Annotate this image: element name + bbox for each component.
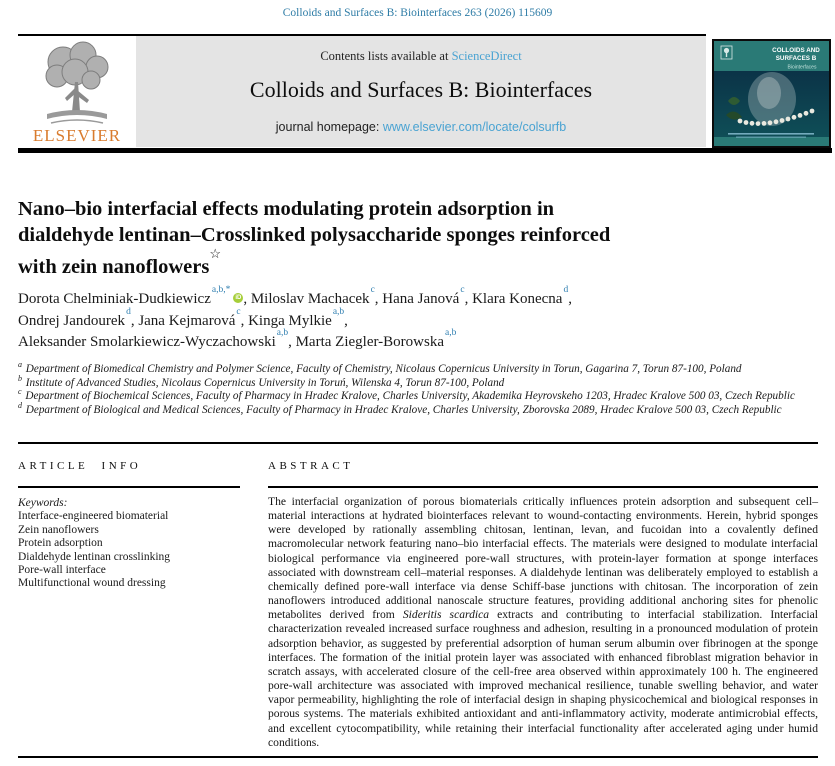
author-name[interactable]: Marta Ziegler-Borowska$^{a,b}$ xyxy=(295,328,457,350)
section-divider-rule xyxy=(18,442,818,444)
author-name[interactable]: Hana Janová$^c$ xyxy=(382,285,465,307)
author-affiliation-sup: c xyxy=(236,306,241,317)
keywords-label: Keywords: xyxy=(18,497,68,509)
author-name[interactable]: Ondrej Jandourek$^d$ xyxy=(18,306,131,329)
keyword: Multifunctional wound dressing xyxy=(18,577,166,590)
article-title xyxy=(18,197,733,280)
cover-title-line1: COLLOIDS AND xyxy=(772,47,820,54)
contents-text: Contents lists available at xyxy=(320,49,449,63)
orcid-icon[interactable]: iD xyxy=(235,295,242,301)
abstract-heading: ABSTRACT xyxy=(268,460,354,472)
journal-cover-thumbnail[interactable] xyxy=(712,39,831,148)
keyword: Interface-engineered biomaterial xyxy=(18,510,169,523)
abstract-p1: The interfacial organization of porous biomaterials critically influences protein adsorption and subsequent cell–material interactions at hydrated biointerfaces relevant to wound-contacting environments. Herein, hybrid sponges were developed by rationally assembling chitosan, lentinan, levan, and fucoidan into a covalently defined macromolecular network featuring nano–bio interfacial effects. The materials were designed to modulate interfacial biological performance via engineered pore-wall structures, with protein-layer formation at sponge interfaces associated with downstream cell–material responses. A dialdehyde lentinan was deliberately employed to establish a chemically defined pore-wall interface via dense Schiff-base junctions with chitosan. The incorporation of zein nanoflowers introduced additional nanoscale structure features, providing additional anchoring sites for phenolic metabolites derived from xyxy=(268,495,818,622)
abstract-p2: extracts and contributing to interfacial stabilization. Interfacial characterization revealed increased surface roughness and adhesion, resulting in a pronounced modulation of protein adsorption behavior, as suggested by preferential adsorption of human serum albumin over fibrinogen at the sponge interfaces. The formation of the initial protein layer was associated with enhanced fibroblast migration behavior in scratch assays, with accelerated closure of the cell-free area observed within approximately 100 h. The engineered pore-wall architecture was associated with improved mechanical resilience, tunable swelling behavior, and water vapor permeability, highlighting the role of interfacial design in shaping physicochemical and biological responses in porous systems. The materials exhibited antioxidant and anti-inflammatory activity, moderate antimicrobial effects, and excellent cytocompatibility, while retaining their interfacial functionality after accelerated aging under humid conditions. xyxy=(268,608,818,749)
author-affiliation-sup: a,b xyxy=(445,328,457,338)
title-footnote-star[interactable]: ☆ xyxy=(209,246,221,261)
author-affiliation-sup: a,b,* xyxy=(211,285,231,295)
elsevier-logo[interactable] xyxy=(18,36,136,147)
keyword: Dialdehyde lentinan crosslinking xyxy=(18,550,171,563)
article-title-text: Nano–bio interfacial effects modulating protein adsorption in dialdehyde lentinan–Crosslinked polysaccharide sponges reinforced with zein nanoflowers xyxy=(18,198,611,278)
journal-banner xyxy=(136,36,706,147)
contents-line xyxy=(136,36,706,64)
affiliation: $^d$ Department of Biological and Medical Sciences, Faculty of Pharmacy in Hradec Kralove, Charles University, Zborovska 2089, Hradec Kralove 500 03, Czech Republic xyxy=(18,400,782,416)
keywords-block xyxy=(18,497,256,591)
article-info-rule xyxy=(18,486,240,488)
author-name[interactable]: Klara Konecna$^d$ xyxy=(472,285,569,307)
affiliation: $^a$ Department of Biomedical Chemistry and Polymer Science, Faculty of Chemistry, Nicolaus Copernicus University in Torun, Gagarina 7, Torun 87-100, Poland xyxy=(18,360,742,375)
author-list: Dorota Chelminiak-Dudkiewicz$^{a,b,*}$iD , Miloslav Machacek$^c$, Hana Janová$^c$, Klara Konecna$^d$, Ondrej Jandourek$^d$, Jana Kejmarová$^c$, Kinga Mylkie$^{a,b}$, Aleksander Smolarkiewicz-Wyczachowski$^{a,b}$, Marta Ziegler-Borowska$^{a,b}$ xyxy=(18,285,572,350)
keyword: Zein nanoflowers xyxy=(18,523,99,536)
affiliation: $^c$ Department of Biochemical Sciences, Faculty of Pharmacy in Hradec Kralove, Charles University, Akademika Heyrovskeho 1203, Hradec Kralove 500 03, Czech Republic xyxy=(18,387,795,402)
cover-subtitle: Biointerfaces xyxy=(787,64,817,71)
author-affiliation-sup: a,b xyxy=(332,306,345,317)
homepage-line xyxy=(136,120,706,134)
page-bottom-rule xyxy=(18,756,818,758)
running-head-citation: Colloids and Surfaces B: Biointerfaces 263 (2026) 115609 xyxy=(282,7,553,19)
elsevier-tree-logo xyxy=(31,38,123,128)
keyword-list xyxy=(18,510,256,590)
author-affiliation-sup: a,b xyxy=(276,328,289,338)
homepage-link[interactable]: www.elsevier.com/locate/colsurfb xyxy=(382,120,567,134)
author-affiliation-sup: d xyxy=(126,306,131,317)
homepage-label: journal homepage: xyxy=(275,120,380,134)
article-info-heading: ARTICLE INFO xyxy=(18,460,142,472)
affiliation: $^b$ Institute of Advanced Studies, Nicolaus Copernicus University in Toruń, Wilenska 4, Torun 87-100, Poland xyxy=(18,373,505,389)
sciencedirect-link[interactable]: ScienceDirect xyxy=(451,49,522,63)
cover-title-line2: SURFACES B xyxy=(775,55,817,62)
author-name[interactable]: Miloslav Machacek$^c$ xyxy=(250,285,375,307)
keyword: Pore-wall interface xyxy=(18,564,106,577)
author-affiliation-sup: c xyxy=(460,285,465,295)
banner-bottom-rule xyxy=(18,148,832,153)
abstract-text xyxy=(268,495,818,750)
journal-cover-art xyxy=(714,41,829,146)
author-name[interactable]: Aleksander Smolarkiewicz-Wyczachowski$^{a,b}$ xyxy=(18,328,289,350)
author-name[interactable]: Dorota Chelminiak-Dudkiewicz$^{a,b,*}$iD xyxy=(18,285,242,307)
affiliation-list xyxy=(18,360,818,417)
abstract-rule xyxy=(268,486,818,488)
journal-title: Colloids and Surfaces B: Biointerfaces xyxy=(249,77,593,102)
author-affiliation-sup: d xyxy=(563,285,569,295)
author-name[interactable]: Jana Kejmarová$^c$ xyxy=(138,306,241,329)
elsevier-wordmark: ELSEVIER xyxy=(32,126,122,145)
abstract-italic-term: Sideritis scardica xyxy=(402,608,490,622)
author-affiliation-sup: c xyxy=(370,285,375,295)
author-name[interactable]: Kinga Mylkie$^{a,b}$ xyxy=(248,306,345,329)
keyword: Protein adsorption xyxy=(18,537,103,550)
